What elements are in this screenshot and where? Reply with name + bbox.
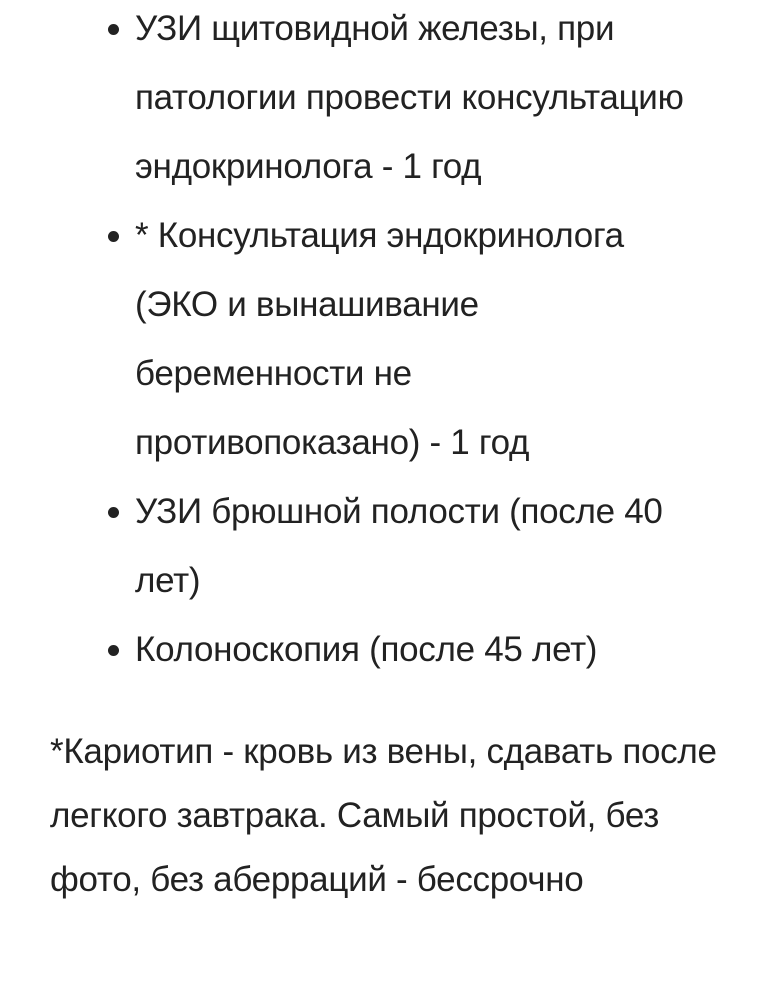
list-item-text: УЗИ щитовидной железы, при патологии провести консультацию эндокринолога - 1 год [135, 9, 684, 186]
list-item [0, 477, 781, 615]
karyotype-note: *Кариотип - кровь из вены, сдавать после легкого завтрака. Самый простой, без фото, без аберраций - бессрочно [50, 732, 717, 899]
bullet-icon [108, 507, 119, 518]
list-item [0, 201, 781, 477]
list-item [0, 0, 781, 201]
list-item-text: * Консультация эндокринолога (ЭКО и вынашивание беременности не противопоказано) - 1 год [135, 216, 624, 462]
list-item-text: Колоноскопия (после 45 лет) [135, 630, 598, 669]
bullet-icon [108, 645, 119, 656]
bullet-icon [108, 231, 119, 242]
list-item [0, 615, 781, 684]
bullet-icon [108, 24, 119, 35]
list-item-text: УЗИ брюшной полости (после 40 лет) [135, 492, 663, 600]
